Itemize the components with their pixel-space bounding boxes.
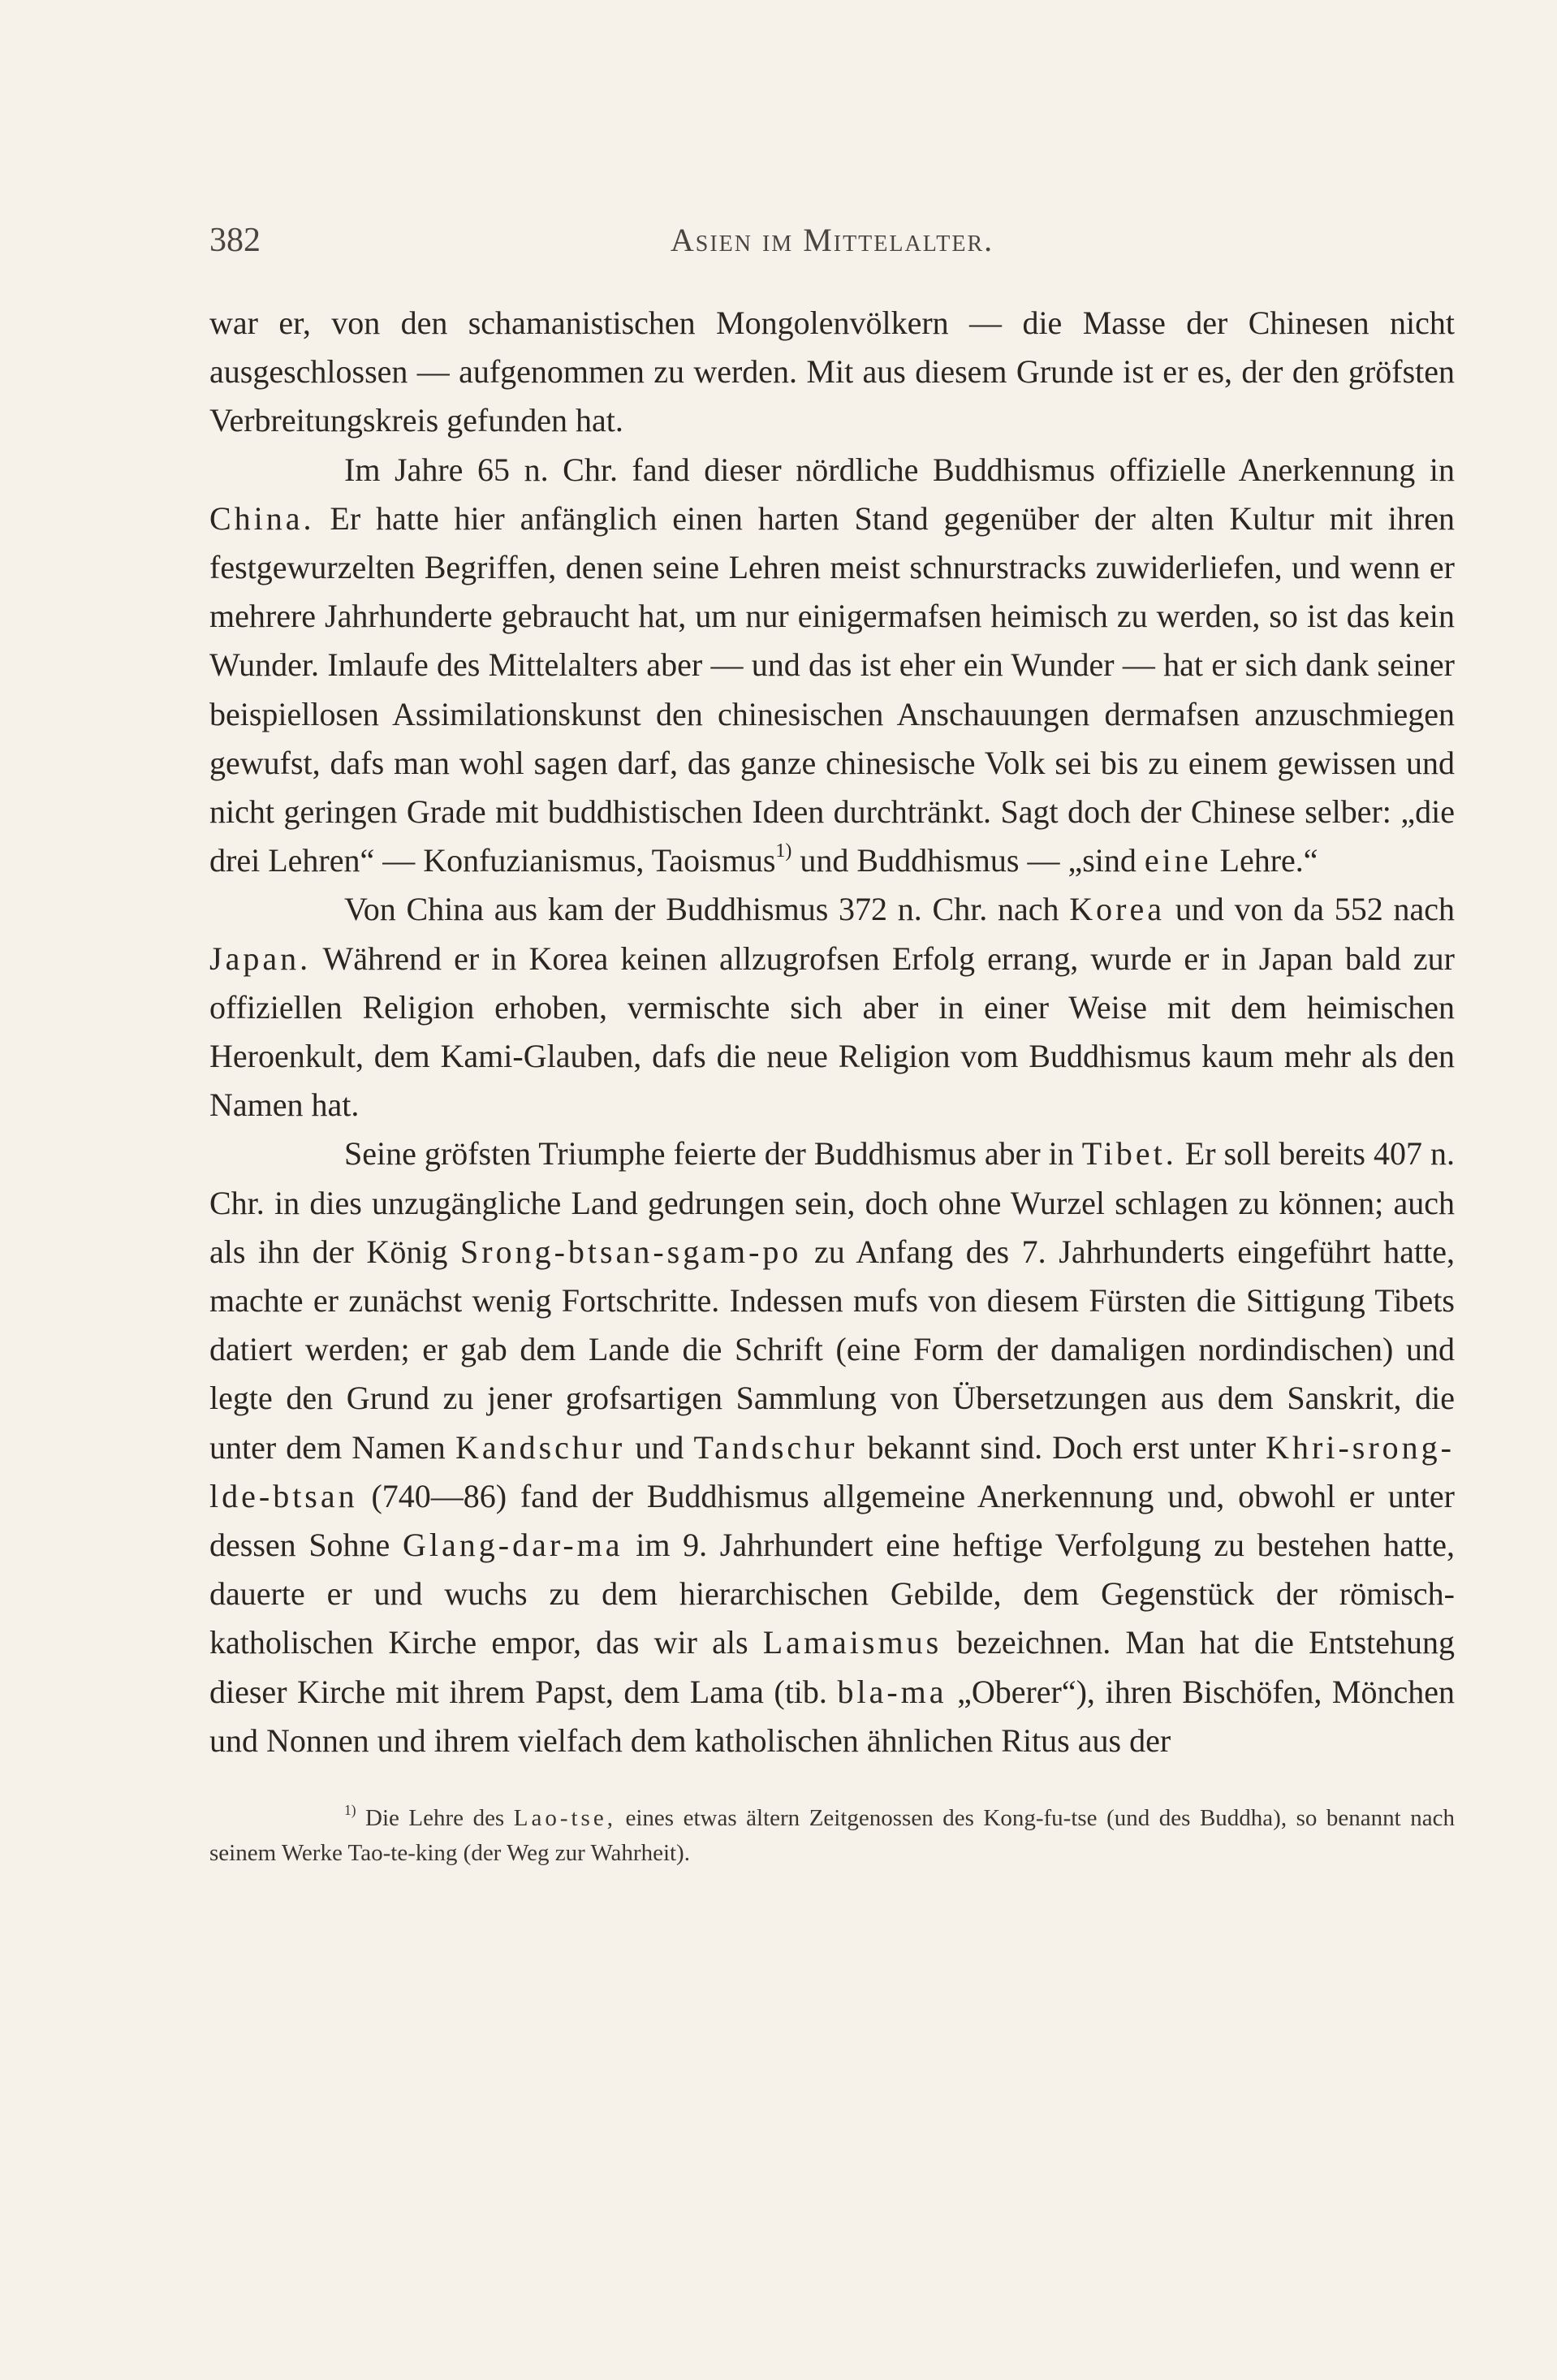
spaced-term: Japan. (209, 939, 312, 977)
spaced-term: bla-ma (837, 1673, 947, 1710)
footnote-1: $^{1)}$ Die Lehre des Lao-tse, eines etwas ältern Zeitgenossen des Kong-fu-tse (und des Buddha), so benannt nach seinem Werke Tao-te-king (der Weg zur Wahrheit). (209, 1802, 1455, 1867)
running-title: Asien im Mittelalter. (670, 222, 994, 258)
spaced-term: eine (1144, 842, 1212, 879)
spaced-term: Khri-srong-lde-btsan (209, 1428, 1455, 1514)
footnote-marker: 1) (344, 1802, 356, 1819)
footnote-reference: 1) (775, 840, 792, 862)
spaced-term: Srong-btsan-sgam-po (460, 1233, 802, 1270)
paragraph-2: Im Jahre 65 n. Chr. fand dieser nördliche Buddhismus offizielle Anerkennung in China. Er hatte hier anfänglich einen harten Stand gegenüber der alten Kultur mit ihren festgewurzelten Begriffen, denen seine Lehren meist schnurstracks zuwiderliefen, und wenn er mehrere Jahrhunderte gebraucht hat, um nur einigermafsen heimisch zu werden, so ist das kein Wunder. Imlaufe des Mittelalters aber — und das ist eher ein Wunder — hat er sich dank seiner beispiellosen Assimilationskunst den chinesischen Anschauungen dermafsen anzuschmiegen gewufst, dafs man wohl sagen darf, das ganze chinesische Volk sei bis zu einem gewissen und nicht geringen Grade mit buddhistischen Ideen durchtränkt. Sagt doch der Chinese selber: „die drei Lehren“ — Konfuzianismus, Taoismus$^{1)}$ und Buddhismus — „sind eine Lehre.“ (209, 451, 1455, 879)
spaced-term: Kandschur (455, 1428, 626, 1466)
spaced-term: Tibet. (1081, 1135, 1177, 1173)
paragraph-3: Von China aus kam der Buddhismus 372 n. Chr. nach Korea und von da 552 nach Japan. Während er in Korea keinen allzugrofsen Erfolg errang, wurde er in Japan bald zur offiziellen Religion erhoben, vermischte sich aber in einer Weise mit dem heimischen Heroenkult, dem Kami-Glauben, dafs die neue Religion vom Buddhismus kaum mehr als den Namen hat. (209, 891, 1455, 1124)
footnotes (209, 1801, 1455, 1871)
book-page (209, 221, 1455, 1871)
running-head (209, 221, 1455, 266)
paragraph-4: Seine gröfsten Triumphe feierte der Buddhismus aber in Tibet. Er soll bereits 407 n. Chr. in dies unzugängliche Land gedrungen sein, doch ohne Wurzel schlagen zu können; auch als ihn der König Srong-btsan-sgam-po zu Anfang des 7. Jahrhunderts eingeführt hatte, machte er zunächst wenig Fortschritte. Indessen mufs von diesem Fürsten die Sittigung Tibets datiert werden; er gab dem Lande die Schrift (eine Form der damaligen nordindischen) und legte den Grund zu jener grofsartigen Sammlung von Übersetzungen aus dem Sanskrit, die unter dem Namen Kandschur und Tandschur bekannt sind. Doch erst unter Khri-srong-lde-btsan (740—86) fand der Buddhismus allgemeine Anerkennung und, obwohl er unter dessen Sohne Glang-dar-ma im 9. Jahrhundert eine heftige Verfolgung zu bestehen hatte, dauerte er und wuchs zu dem hierarchischen Gebilde, dem Gegenstück der römisch-katholischen Kirche empor, das wir als Lamaismus bezeichnen. Man hat die Entstehung dieser Kirche mit ihrem Papst, dem Lama (tib. bla-ma „Oberer“), ihren Bischöfen, Mönchen und Nonnen und ihrem vielfach dem katholischen ähnlichen Ritus aus der (209, 1135, 1456, 1759)
spaced-term: Glang-dar-ma (403, 1527, 623, 1564)
spaced-term: Lao-tse, (513, 1805, 616, 1832)
paragraph-1: war er, von den schamanistischen Mongolenvölkern — die Masse der Chinesen nicht ausgeschlossen — aufgenommen zu werden. Mit aus diesem Grunde ist er es, der den gröfsten Verbreitungskreis gefunden hat. (209, 305, 1455, 439)
body-text (209, 299, 1455, 1765)
spaced-term: China. (209, 499, 315, 537)
page-number: 382 (209, 222, 261, 259)
spaced-term: Korea (1069, 891, 1166, 928)
spaced-term: Lamaismus (762, 1624, 942, 1661)
spaced-term: Tandschur (693, 1428, 858, 1466)
